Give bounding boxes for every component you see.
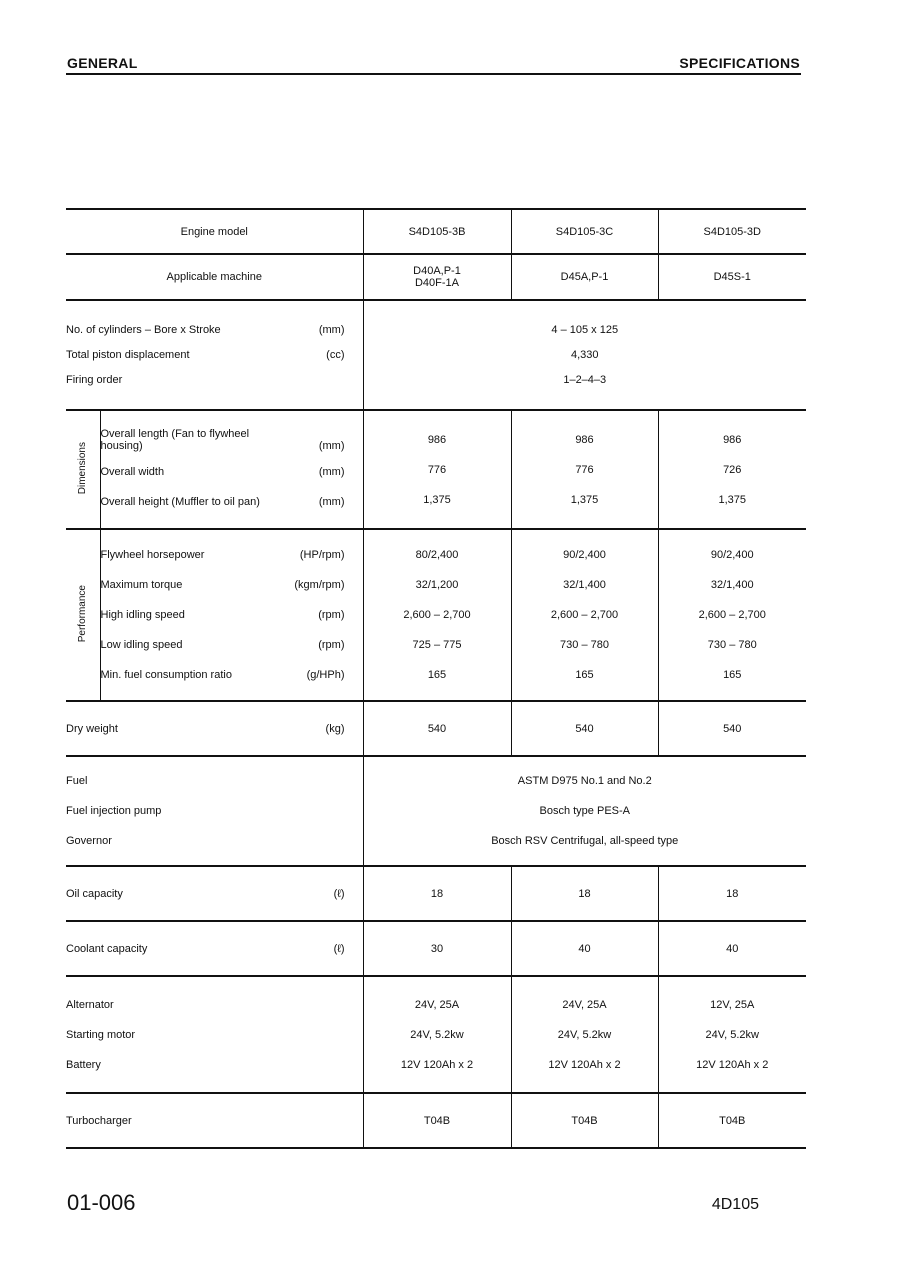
fuel-system-labels (66, 756, 363, 866)
applicable-machine-3b-line1: D40A,P-1 (413, 265, 461, 277)
applicable-machine-label: Applicable machine (66, 254, 363, 300)
injection-pump-label: Fuel injection pump (66, 805, 162, 817)
row-dry-weight (66, 701, 806, 756)
battery-3b: 12V 120Ah x 2 (400, 1058, 474, 1071)
alternator-3b: 24V, 25A (414, 998, 460, 1011)
torque-label: Maximum torque (100, 579, 183, 591)
row-performance (66, 529, 806, 701)
performance-labels (100, 529, 363, 701)
engine-model-3b: S4D105-3B (363, 209, 511, 254)
row-general-engine (66, 300, 806, 410)
torque-3c: 32/1,400 (563, 579, 606, 591)
starting-motor-3c: 24V, 5.2kw (557, 1028, 612, 1041)
oil-capacity-3d: 18 (658, 866, 806, 921)
dry-weight-3d: 540 (658, 701, 806, 756)
dimensions-labels (100, 410, 363, 529)
coolant-capacity-3c: 40 (511, 921, 658, 976)
applicable-machine-3d: D45S-1 (658, 254, 806, 300)
performance-group-label: Performance (77, 584, 89, 643)
overall-height-3b: 1,375 (423, 493, 451, 506)
low-idle-label: Low idling speed (100, 639, 183, 651)
performance-3b (363, 529, 511, 701)
fuel-ratio-3c: 165 (575, 669, 594, 681)
row-engine-model (66, 209, 806, 254)
injection-pump-value: Bosch type PES-A (539, 805, 630, 817)
torque-3b: 32/1,200 (415, 579, 459, 591)
alternator-3c: 24V, 25A (562, 998, 607, 1011)
applicable-machine-3c: D45A,P-1 (511, 254, 658, 300)
high-idle-3c: 2,600 – 2,700 (550, 609, 619, 621)
overall-width-3c: 776 (575, 463, 594, 476)
high-idle-label: High idling speed (100, 609, 185, 621)
dimensions-group (66, 410, 100, 529)
overall-length-label: Overall length (Fan to flywheel housing) (100, 427, 250, 452)
firing-order-label: Firing order (66, 373, 123, 386)
electrical-3c (511, 976, 658, 1093)
row-dimensions (66, 410, 806, 529)
electrical-3d (658, 976, 806, 1093)
dimensions-3d (658, 410, 806, 529)
alternator-label: Alternator (66, 998, 114, 1011)
fuel-label: Fuel (66, 775, 88, 787)
oil-capacity-unit: (ℓ) (333, 887, 345, 900)
dimensions-3c (511, 410, 658, 529)
starting-motor-3d: 24V, 5.2kw (705, 1028, 759, 1041)
fuel-ratio-label: Min. fuel consumption ratio (100, 669, 232, 681)
oil-capacity-3c: 18 (511, 866, 658, 921)
horsepower-3d: 90/2,400 (710, 549, 754, 561)
low-idle-3c: 730 – 780 (560, 639, 609, 651)
performance-3d (658, 529, 806, 701)
engine-model-3d: S4D105-3D (658, 209, 806, 254)
overall-width-3b: 776 (427, 463, 447, 476)
overall-length-3b: 986 (427, 433, 447, 446)
overall-length-3d: 986 (723, 433, 742, 446)
governor-value: Bosch RSV Centrifugal, all-speed type (491, 835, 679, 847)
row-electrical (66, 976, 806, 1093)
general-engine-labels (66, 300, 363, 410)
electrical-labels (66, 976, 363, 1093)
dry-weight-unit: (kg) (325, 722, 345, 735)
engine-model-label: Engine model (66, 209, 363, 254)
dimensions-3b (363, 410, 511, 529)
row-fuel-system (66, 756, 806, 866)
displacement-unit: (cc) (326, 348, 345, 361)
header-rule (66, 73, 801, 75)
battery-3c: 12V 120Ah x 2 (548, 1058, 621, 1071)
oil-capacity-label: Oil capacity (66, 887, 123, 900)
overall-width-label: Overall width (100, 465, 165, 478)
displacement-label: Total piston displacement (66, 348, 190, 361)
cylinders-label: No. of cylinders – Bore x Stroke (66, 323, 221, 336)
overall-height-3d: 1,375 (718, 493, 747, 506)
low-idle-3d: 730 – 780 (707, 639, 757, 651)
turbocharger-label: Turbocharger (66, 1093, 363, 1148)
dry-weight-label: Dry weight (66, 722, 118, 735)
row-applicable-machine (66, 254, 806, 300)
applicable-machine-3b-line2: D40F-1A (414, 277, 460, 289)
alternator-3d: 12V, 25A (710, 998, 755, 1011)
coolant-capacity-3d: 40 (658, 921, 806, 976)
overall-height-label: Overall height (Muffler to oil pan) (100, 495, 260, 508)
overall-length-3c: 986 (575, 433, 594, 446)
applicable-machine-3b (363, 254, 511, 300)
cylinders-unit: (mm) (318, 323, 345, 336)
firing-order-value: 1–2–4–3 (563, 373, 607, 386)
oil-capacity-3b: 18 (363, 866, 511, 921)
fuel-value: ASTM D975 No.1 and No.2 (517, 775, 652, 787)
row-oil-capacity (66, 866, 806, 921)
turbocharger-3d: T04B (658, 1093, 806, 1148)
coolant-capacity-3b: 30 (363, 921, 511, 976)
performance-3c (511, 529, 658, 701)
engine-model-3c: S4D105-3C (511, 209, 658, 254)
footer-model: 4D105 (711, 1196, 759, 1213)
overall-height-3c: 1,375 (570, 493, 599, 506)
header-section-title: GENERAL (67, 55, 138, 71)
coolant-capacity-unit: (ℓ) (333, 942, 345, 955)
dry-weight-3c: 540 (511, 701, 658, 756)
governor-label: Governor (66, 835, 112, 847)
low-idle-3b: 725 – 775 (412, 639, 462, 651)
high-idle-3b: 2,600 – 2,700 (403, 609, 471, 621)
row-turbocharger (66, 1093, 806, 1148)
horsepower-3b: 80/2,400 (415, 549, 459, 561)
coolant-capacity-label: Coolant capacity (66, 942, 148, 955)
fuel-ratio-3d: 165 (723, 669, 742, 681)
starting-motor-3b: 24V, 5.2kw (410, 1028, 464, 1041)
horsepower-label: Flywheel horsepower (100, 549, 205, 561)
turbocharger-3b: T04B (363, 1093, 511, 1148)
general-engine-values (363, 300, 806, 410)
overall-width-3d: 726 (723, 463, 742, 476)
fuel-system-values (363, 756, 806, 866)
overall-length-unit: (mm) (318, 439, 345, 452)
coolant-capacity-labels (66, 921, 363, 976)
low-idle-unit: (rpm) (318, 639, 345, 651)
starting-motor-label: Starting motor (66, 1028, 136, 1041)
specifications-table (66, 208, 806, 1149)
performance-group (66, 529, 100, 701)
overall-height-unit: (mm) (318, 495, 345, 508)
torque-3d: 32/1,400 (710, 579, 754, 591)
fuel-ratio-3b: 165 (427, 669, 447, 681)
turbocharger-3c: T04B (511, 1093, 658, 1148)
high-idle-3d: 2,600 – 2,700 (698, 609, 766, 621)
oil-capacity-labels (66, 866, 363, 921)
overall-width-unit: (mm) (318, 465, 345, 478)
cylinders-value: 4 – 105 x 125 (551, 323, 619, 336)
torque-unit: (kgm/rpm) (294, 579, 345, 591)
electrical-3b (363, 976, 511, 1093)
header-page-title: SPECIFICATIONS (679, 55, 800, 71)
displacement-value: 4,330 (570, 348, 599, 361)
fuel-ratio-unit: (g/HPh) (306, 669, 345, 681)
horsepower-unit: (HP/rpm) (299, 549, 345, 561)
footer-page-number: 01-006 (67, 1190, 136, 1215)
horsepower-3c: 90/2,400 (563, 549, 606, 561)
dimensions-group-label: Dimensions (77, 441, 89, 495)
dry-weight-3b: 540 (363, 701, 511, 756)
battery-label: Battery (66, 1058, 101, 1071)
battery-3d: 12V 120Ah x 2 (696, 1058, 769, 1071)
high-idle-unit: (rpm) (318, 609, 345, 621)
dry-weight-labels (66, 701, 363, 756)
row-coolant-capacity (66, 921, 806, 976)
